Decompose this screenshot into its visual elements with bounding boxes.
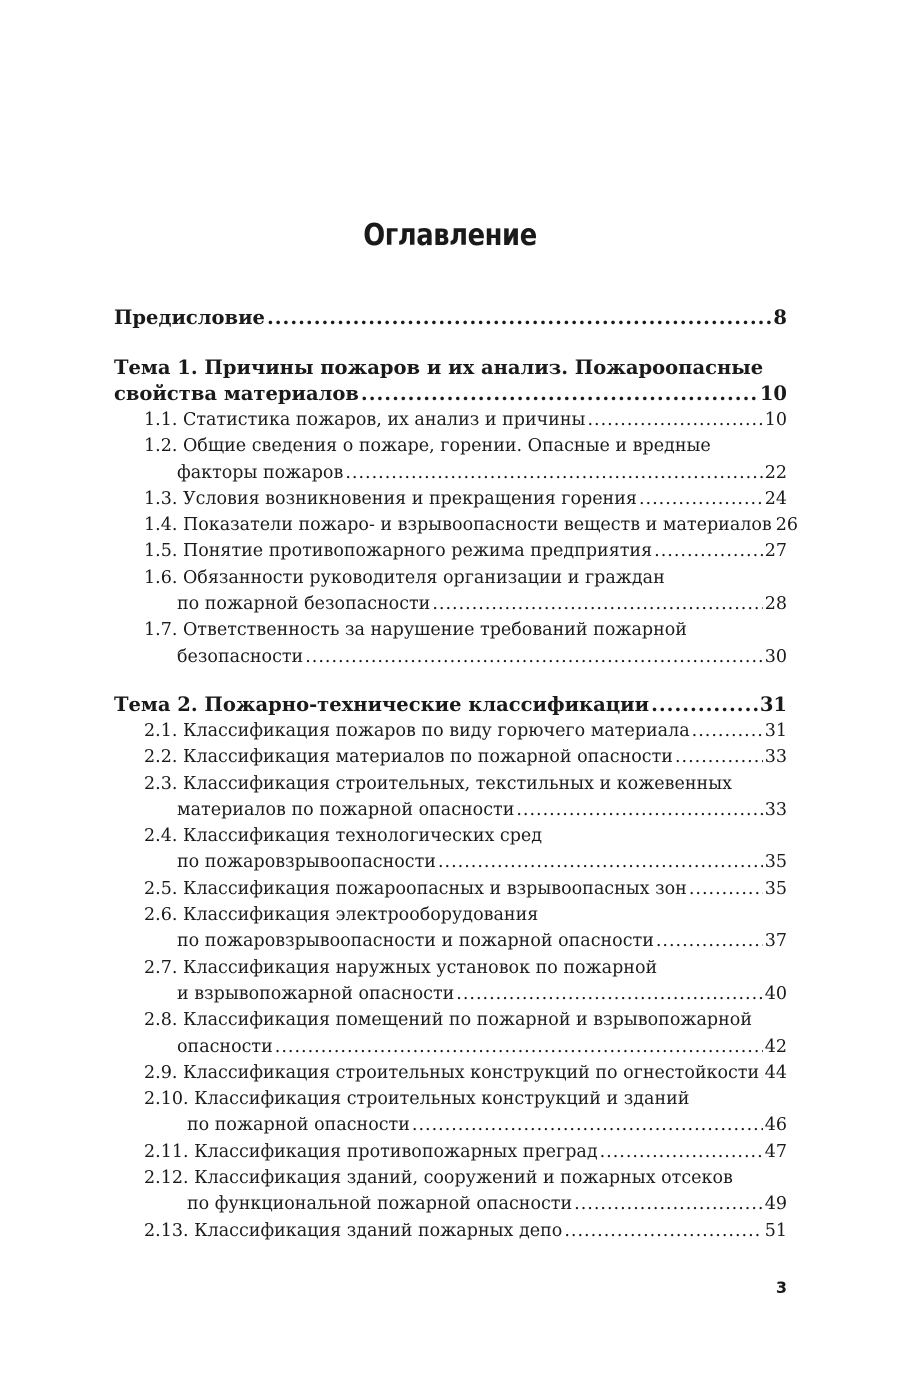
toc-subentry-label: 2.4. Классификация технологических сред [144,826,543,847]
toc-subentry[interactable] [114,407,787,433]
toc-subentry[interactable] [114,744,787,770]
toc-subentry-label: 1.3. Условия возникновения и прекращения горения [144,488,637,509]
toc-page-number: 46 [764,1115,787,1136]
toc-subentry-label: и взрывопожарной опасности [177,983,455,1004]
toc-page-number: 33 [764,799,787,820]
dot-leader [432,591,762,617]
toc-subentry[interactable] [114,565,787,618]
dot-leader [639,486,763,512]
spacer [114,331,787,355]
dot-leader [564,1218,762,1244]
toc-subentry[interactable] [114,617,787,670]
toc-subentry-label: 2.5. Классификация пожароопасных и взрывоопасных зон [144,878,687,899]
dot-leader [692,718,763,744]
toc-subentry[interactable] [114,1086,787,1139]
toc-subentry-label: по пожаровзрывоопасности [177,852,436,873]
toc-subentry-label: 2.8. Классификация помещений по пожарной и взрывопожарной [144,1010,752,1031]
table-of-contents [114,305,799,1244]
toc-page-number: 35 [764,852,787,873]
toc-subentry-label: по пожаровзрывоопасности и пожарной опасности [177,931,654,952]
toc-subentry-label: по пожарной безопасности [177,594,431,615]
toc-entry-label: Тема 2. Пожарно-технические классификации [114,692,650,716]
toc-subentry-label: материалов по пожарной опасности [177,799,515,820]
toc-subentry-label: 2.6. Классификация электрооборудования [144,905,539,926]
toc-subentry-label: 1.7. Ответственность за нарушение требований пожарной [144,620,687,641]
dot-leader [361,381,758,407]
dot-leader [516,797,762,823]
toc-page-number: 49 [764,1194,787,1215]
toc-page-number: 26 [775,515,799,536]
toc-page-number: 24 [764,488,787,509]
toc-page-number: 33 [764,747,787,768]
topic1-subentries [114,407,799,670]
toc-page-number: 37 [764,931,787,952]
toc-entry-label: Предисловие [114,306,265,329]
toc-subentry[interactable] [114,512,799,538]
toc-page-number: 8 [773,306,787,329]
toc-subentry[interactable] [114,718,787,744]
toc-subentry-label: 2.10. Классификация строительных конструкций и зданий [144,1089,690,1110]
dot-leader [574,1191,763,1217]
toc-subentry-label: 1.1. Статистика пожаров, их анализ и причины [144,410,586,430]
toc-subentry[interactable] [114,433,787,486]
toc-subentry-label: 1.6. Обязанности руководителя организации и граждан [144,567,665,588]
dot-leader [600,1139,763,1165]
toc-page-number: 31 [764,720,787,741]
dot-leader [651,692,758,718]
toc-subentry[interactable] [114,1218,787,1244]
toc-subentry[interactable] [114,1060,787,1086]
toc-subentry[interactable] [114,955,787,1008]
dot-leader [345,460,762,486]
dot-leader [438,849,763,875]
toc-subentry[interactable] [114,771,787,824]
toc-subentry-label: 1.2. Общие сведения о пожаре, горении. Опасные и вредные [144,436,711,457]
toc-subentry[interactable] [114,1165,787,1218]
toc-page-number: 10 [759,382,787,405]
toc-subentry-label: 1.4. Показатели пожаро- и взрывоопасности веществ и материалов [144,515,772,536]
dot-leader [761,1060,763,1086]
dot-leader [305,644,763,670]
toc-subentry-label: 2.1. Классификация пожаров по виду горючего материала [144,720,690,741]
dot-leader [275,1034,763,1060]
toc-subentry[interactable] [114,823,787,876]
dot-leader [654,538,763,564]
toc-entry-preface[interactable] [114,305,787,331]
toc-subentry-label: опасности [177,1036,273,1057]
toc-subentry-label: 2.2. Классификация материалов по пожарной опасности [144,747,673,768]
toc-subentry[interactable] [114,1007,787,1060]
dot-leader [675,744,763,770]
toc-subentry-label: 2.12. Классификация зданий, сооружений и пожарных отсеков [144,1168,733,1189]
toc-subentry-label: 2.7. Классификация наружных установок по пожарной [144,957,658,978]
toc-subentry-label: 2.3. Классификация строительных, текстильных и кожевенных [144,773,733,794]
toc-page-number: 10 [764,410,787,430]
toc-subentry-label: факторы пожаров [177,462,344,483]
dot-leader [456,981,762,1007]
toc-subentry[interactable] [114,876,787,902]
toc-page-number: 31 [759,692,787,716]
toc-page-number: 35 [764,878,787,899]
dot-leader [689,876,763,902]
dot-leader [656,928,763,954]
toc-subentry[interactable] [114,1139,787,1165]
toc-subentry[interactable] [114,538,787,564]
toc-subentry-label: 2.13. Классификация зданий пожарных депо [144,1220,563,1241]
dot-leader [587,407,762,433]
toc-subentry-label: 1.5. Понятие противопожарного режима предприятия [144,541,653,562]
toc-page-number: 22 [764,462,787,483]
toc-subentry-label: 2.9. Классификация строительных конструкций по огнестойкости [144,1062,760,1083]
toc-page-number: 28 [764,594,787,615]
toc-subentry-label: 2.11. Классификация противопожарных преград [144,1141,598,1162]
toc-page-number: 51 [764,1220,787,1241]
topic2-subentries [114,718,787,1244]
toc-page-number: 42 [764,1036,787,1057]
toc-subentry-label: по пожарной опасности [187,1115,410,1136]
toc-subentry-label: по функциональной пожарной опасности [187,1194,573,1215]
toc-subentry-label: безопасности [177,646,304,667]
spacer [114,670,787,692]
dot-leader [412,1112,763,1138]
dot-leader [267,305,771,331]
toc-subentry[interactable] [114,486,787,512]
toc-page-number: 27 [764,541,787,562]
toc-subentry[interactable] [114,902,787,955]
toc-page-number: 47 [764,1141,787,1162]
toc-entry-topic2[interactable] [114,692,787,718]
toc-page-number: 44 [764,1062,787,1083]
toc-page-number: 30 [764,646,787,667]
toc-entry-label: свойства материалов [114,382,359,405]
page-title: Оглавление [363,218,537,253]
page-number: 3 [775,1278,787,1297]
toc-entry-topic1[interactable] [114,381,787,407]
toc-heading-topic1: Тема 1. Причины пожаров и их анализ. Пожароопасные [114,356,764,379]
toc-page-number: 40 [764,983,787,1004]
